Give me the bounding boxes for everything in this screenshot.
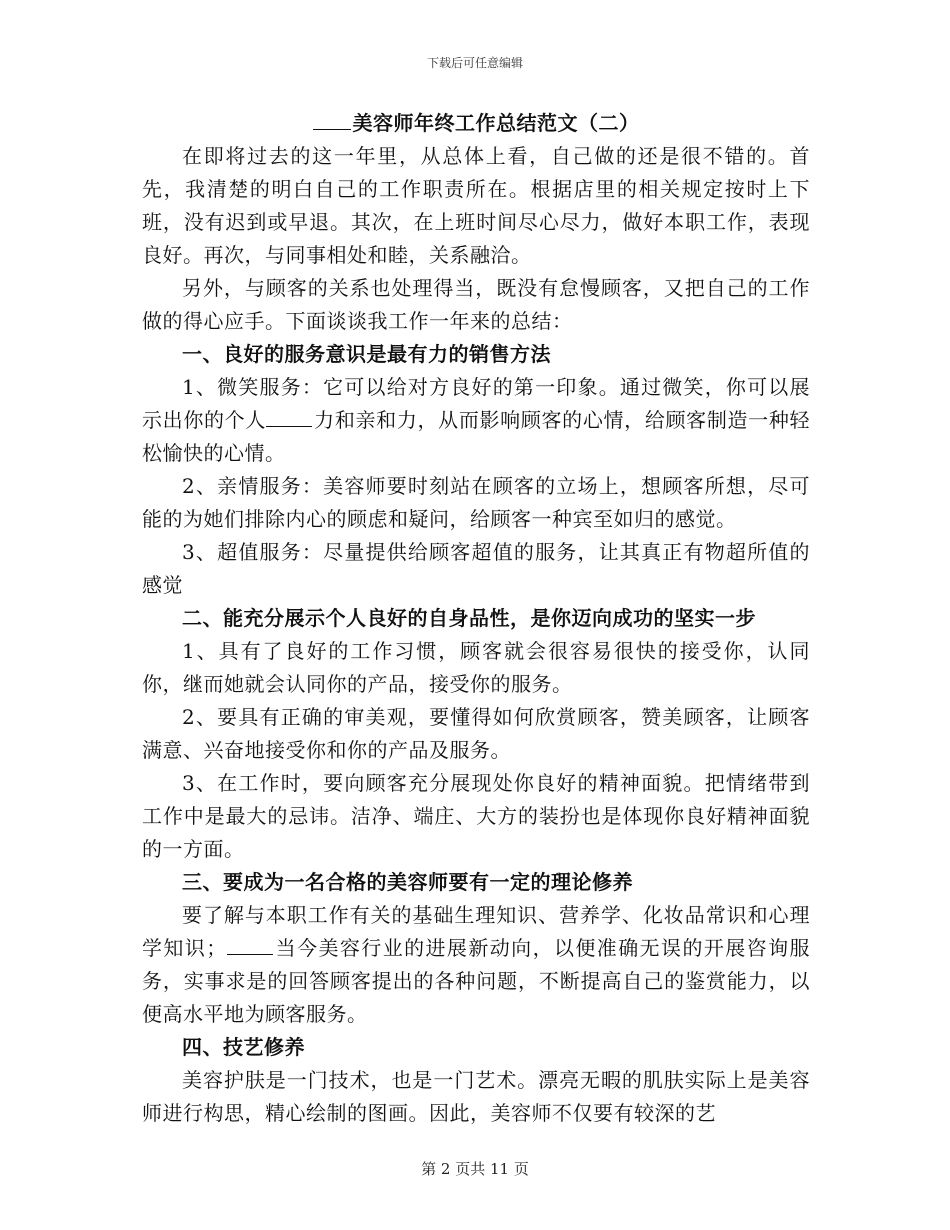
section-1-heading: 一、良好的服务意识是最有力的销售方法 [182, 342, 551, 366]
section-4-paragraph: 美容护肤是一门技术，也是一门艺术。漂亮无暇的肌肤实际上是美容师进行构思，精心绘制的图画。因此，美容师不仅要有较深的艺 [142, 1068, 810, 1125]
page-header-note: 下载后可任意编辑 [426, 56, 523, 70]
section-3-paragraph-part-a: 要了解与本职工作有关的基础生理知识、营养学、化妆品常识和心理学知识； [142, 903, 810, 960]
document-title-text: 美容师年终工作总结范文（二） [352, 111, 640, 135]
document-body [142, 106, 810, 1130]
section-3-paragraph-part-b: 当今美容行业的进展新动向，以便准确无误的开展咨询服务，实事求是的回答顾客提出的各种问题，不断提高自己的鉴赏能力，以便高水平地为顾客服务。 [142, 936, 811, 1026]
blank-line [266, 406, 312, 427]
section-2-item-1: 1、具有了良好的工作习惯，顾客就会很容易很快的接受你，认同你，继而她就会认同你的产品，接受你的服务。 [142, 639, 810, 696]
page-footer-number: 第 2 页共 11 页 [421, 1160, 529, 1178]
section-2-item-3: 3、在工作时，要向顾客充分展现处你良好的精神面貌。把情绪带到工作中是最大的忌讳。洁净、端庄、大方的装扮也是体现你良好精神面貌的一方面。 [142, 771, 810, 861]
section-3-heading: 三、要成为一名合格的美容师要有一定的理论修养 [182, 870, 633, 894]
section-1-item-3: 3、超值服务：尽量提供给顾客超值的服务，让其真正有物超所值的感觉 [142, 540, 810, 597]
section-1-item-2: 2、亲情服务：美容师要时刻站在顾客的立场上，想顾客所想，尽可能的为她们排除内心的顾虑和疑问，给顾客一种宾至如归的感觉。 [142, 474, 810, 531]
section-4-heading: 四、技艺修养 [182, 1035, 305, 1059]
section-1-item-1-part-b: 力和亲和力，从而影响顾客的心情，给顾客制造一种轻松愉快的心情。 [142, 408, 810, 465]
section-2-heading: 二、能充分展示个人良好的自身品性，是你迈向成功的坚实一步 [182, 606, 756, 630]
section-3-paragraph [142, 899, 810, 1031]
document-title [142, 106, 810, 140]
section-1-item-1-part-a: 1、微笑服务：它可以给对方良好的第一印象。通过微笑，你可以展示出你的个人 [142, 375, 810, 432]
section-1-item-1 [142, 371, 810, 470]
intro-paragraph-2: 另外，与顾客的关系也处理得当，既没有怠慢顾客，又把自己的工作做的得心应手。下面谈谈我工作一年来的总结： [142, 276, 810, 333]
title-blank-line [313, 109, 351, 130]
section-2-item-2: 2、要具有正确的审美观，要懂得如何欣赏顾客，赞美顾客，让顾客满意、兴奋地接受你和你的产品及服务。 [142, 705, 810, 762]
blank-line [227, 934, 273, 955]
intro-paragraph-1: 在即将过去的这一年里，从总体上看，自己做的还是很不错的。首先，我清楚的明白自己的工作职责所在。根据店里的相关规定按时上下班，没有迟到或早退。其次，在上班时间尽心尽力，做好本职工作，表现良好。再次，与同事相处和睦，关系融洽。 [142, 144, 810, 267]
